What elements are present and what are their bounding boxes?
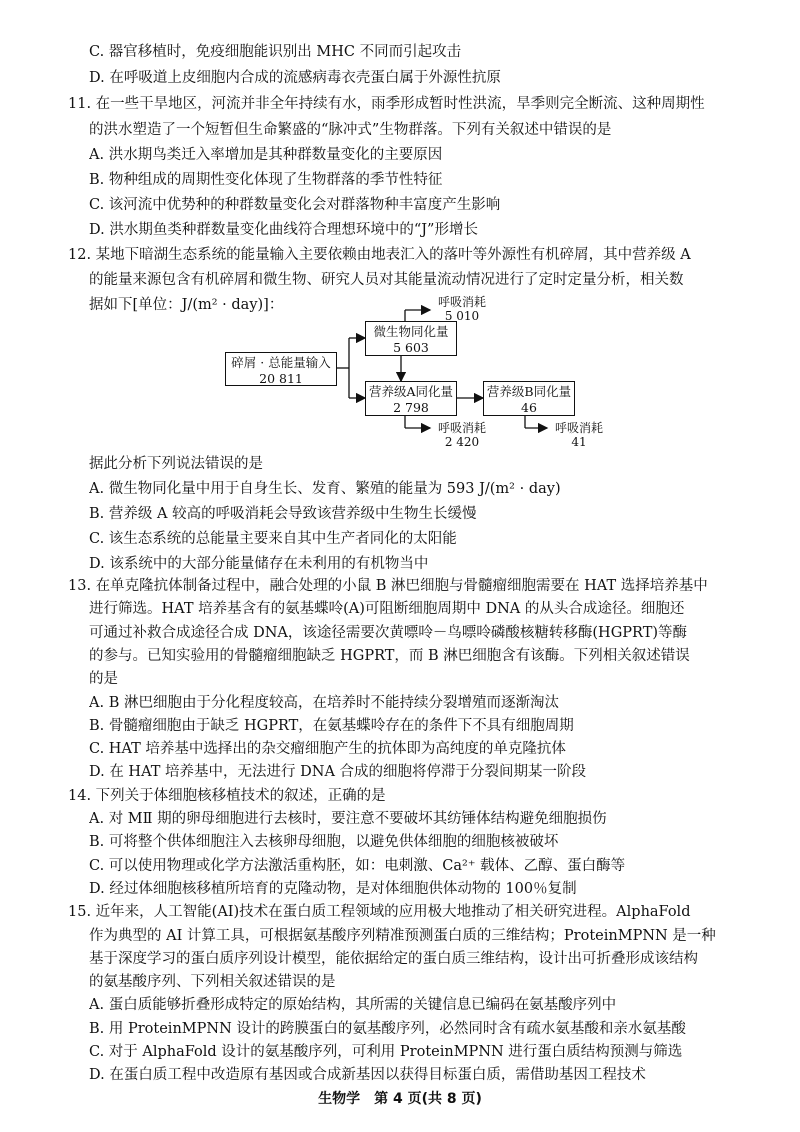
question-stem-line: 作为典型的 AI 计算工具，可根据氨基酸序列精准预测蛋白质的三维结构；ProteinMPNN 是一种 [89, 927, 716, 944]
option-line: D. 经过体细胞核移植所培育的克隆动物，是对体细胞供体动物的 100％复制 [89, 880, 577, 897]
option-line: B. 营养级 A 较高的呼吸消耗会导致该营养级中生物生长缓慢 [89, 506, 477, 522]
microbe-respiration-note [431, 295, 493, 323]
question-stem-line: 15. 近年来，人工智能(AI)技术在蛋白质工程领域的应用极大地推动了相关研究进程。AlphaFold [68, 904, 691, 921]
question-stem-line: 的参与。已知实验用的骨髓瘤细胞缺乏 HGPRT，而 B 淋巴细胞含有该酶。下列相关叙述错误 [89, 647, 690, 664]
option-line: D. 洪水期鱼类种群数量变化曲线符合理想环境中的“J”形增长 [89, 222, 478, 238]
level-b-box [483, 381, 575, 416]
page-footer: 生物学 第 4 页(共 8 页) [318, 1091, 482, 1107]
option-line: A. B 淋巴细胞由于分化程度较高，在培养时不能持续分裂增殖而逐渐淘汰 [89, 694, 559, 711]
detritus-input-value: 20 811 [259, 371, 303, 386]
question-stem-line: 的氨基酸序列、下列相关叙述错误的是 [89, 974, 336, 991]
option-line: B. 可将整个供体细胞注入去核卵母细胞，以避免供体细胞的细胞核被破坏 [89, 834, 559, 851]
option-line: B. 物种组成的周期性变化体现了生物群落的季节性特征 [89, 172, 443, 188]
option-line: B. 用 ProteinMPNN 设计的跨膜蛋白的氨基酸序列，必然同时含有疏水氨基酸和亲水氨基酸 [89, 1020, 686, 1037]
level-a-box [365, 381, 457, 416]
question-stem-line: 的是 [89, 671, 118, 688]
question-stem-line: 12. 某地下暗湖生态系统的能量输入主要依赖由地表汇入的落叶等外源性有机碎屑，其中营养级 A [68, 247, 691, 263]
respiration-label: 呼吸消耗 [437, 295, 486, 309]
option-line: C. 该生态系统的总能量主要来自其中生产者同化的太阳能 [89, 531, 457, 547]
question-stem-line: 进行筛选。HAT 培养基含有的氨基蝶呤(A)可阻断细胞周期中 DNA 的从头合成途径。细胞还 [89, 601, 685, 618]
question-stem-line: 11. 在一些干旱地区，河流并非全年持续有水，雨季形成暂时性洪流，旱季则完全断流、这种周期性 [68, 96, 705, 112]
option-line: B. 骨髓瘤细胞由于缺乏 HGPRT，在氨基蝶呤存在的条件下不具有细胞周期 [89, 717, 574, 734]
option-line: D. 该系统中的大部分能量储存在未利用的有机物当中 [89, 556, 429, 572]
question-stem-line: 14. 下列关于体细胞核移植技术的叙述，正确的是 [68, 787, 386, 804]
option-line: C. 该河流中优势种的种群数量变化会对群落物种丰富度产生影响 [89, 197, 501, 213]
option-line: A. 对 MⅡ 期的卵母细胞进行去核时，要注意不要破坏其纺锤体结构避免细胞损伤 [89, 811, 607, 827]
option-line: A. 洪水期鸟类迁入率增加是其种群数量变化的主要原因 [89, 147, 443, 163]
level-a-label: 营养级A同化量 [368, 384, 454, 399]
level-b-label: 营养级B同化量 [486, 384, 572, 399]
option-line: D. 在 HAT 培养基中，无法进行 DNA 合成的细胞将停滞于分裂间期某一阶段 [89, 764, 587, 781]
energy-flow-diagram [225, 292, 645, 450]
respiration-label: 呼吸消耗 [437, 421, 486, 435]
question-stem-line: 的洪水塑造了一个短暂但生命繁盛的“脉冲式”生物群落。下列有关叙述中错误的是 [89, 122, 612, 138]
question-stem-line: 据如下[单位：J/(m² · day)]： [89, 297, 284, 313]
option-line: D. 在蛋白质工程中改造原有基因或合成新基因以获得目标蛋白质，需借助基因工程技术 [89, 1067, 646, 1084]
respiration-value: 41 [571, 435, 587, 449]
question-stem-line: 的能量来源包含有机碎屑和微生物、研究人员对其能量流动情况进行了定时定量分析，相关数 [89, 272, 684, 288]
respiration-value: 2 420 [444, 435, 480, 449]
option-line: C. HAT 培养基中选择出的杂交瘤细胞产生的抗体即为高纯度的单克隆抗体 [89, 741, 566, 758]
option-line: C. 对于 AlphaFold 设计的氨基酸序列，可利用 ProteinMPNN 进行蛋白质结构预测与筛选 [89, 1044, 683, 1060]
level-a-respiration-note [431, 421, 493, 449]
detritus-input-box [225, 352, 337, 386]
option-line: C. 可以使用物理或化学方法激活重构胚，如：电刺激、Ca²⁺ 载体、乙醇、蛋白酶等 [89, 857, 626, 874]
respiration-value: 5 010 [444, 309, 480, 323]
level-a-value: 2 798 [393, 400, 429, 415]
option-line: A. 蛋白质能够折叠形成特定的原始结构，其所需的关键信息已编码在氨基酸序列中 [89, 997, 617, 1014]
microbe-label: 微生物同化量 [373, 324, 449, 339]
question-stem-line: 基于深度学习的蛋白质序列设计模型，能依据给定的蛋白质三维结构，设计出可折叠形成该结构 [89, 950, 698, 967]
question-stem-line: 据此分析下列说法错误的是 [89, 456, 263, 472]
microbe-box [365, 321, 457, 356]
option-line: C. 器官移植时，免疫细胞能识别出 MHC 不同而引起攻击 [89, 44, 462, 60]
option-line: A. 微生物同化量中用于自身生长、发育、繁殖的能量为 593 J/(m² · day) [89, 481, 561, 497]
level-b-respiration-note [548, 421, 610, 449]
question-stem-line: 13. 在单克隆抗体制备过程中，融合处理的小鼠 B 淋巴细胞与骨髓瘤细胞需要在 HAT 选择培养基中 [68, 578, 708, 594]
respiration-label: 呼吸消耗 [554, 421, 603, 435]
option-line: D. 在呼吸道上皮细胞内合成的流感病毒衣壳蛋白属于外源性抗原 [89, 70, 501, 86]
microbe-value: 5 603 [393, 340, 429, 355]
question-stem-line: 可通过补救合成途径合成 DNA，该途径需要次黄嘌呤－鸟嘌呤磷酸核糖转移酶(HGPRT)等酶 [89, 624, 688, 641]
level-b-value: 46 [521, 400, 537, 415]
detritus-input-label: 碎屑 · 总能量输入 [231, 355, 331, 370]
